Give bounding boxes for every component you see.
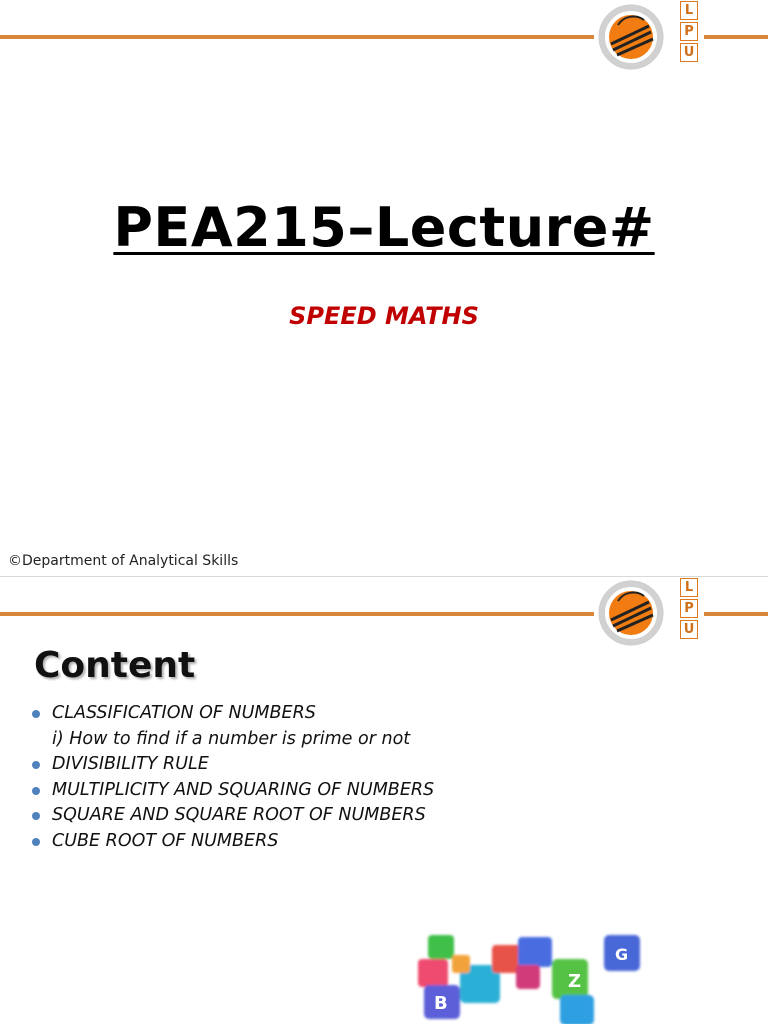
logo-letter-u: U	[680, 43, 698, 62]
logo-letter-p: P	[680, 22, 698, 41]
lpu-logo	[680, 578, 698, 639]
header-rule-right	[704, 35, 768, 39]
header-rule-left	[0, 35, 594, 39]
svg-text:G: G	[615, 945, 629, 964]
svg-text:Z: Z	[568, 971, 582, 992]
university-seal-icon	[598, 580, 664, 646]
list-item	[30, 805, 434, 831]
list-item	[30, 780, 434, 806]
logo-letter-l: L	[680, 578, 698, 597]
list-item	[30, 729, 434, 755]
logo-letter-l: L	[680, 1, 698, 20]
lpu-logo	[680, 1, 698, 62]
list-item-text: DIVISIBILITY RULE	[52, 754, 209, 774]
bullet-icon	[32, 787, 40, 795]
bullet-icon	[32, 710, 40, 718]
slide-title: PEA215–Lecture#	[113, 196, 655, 259]
list-item	[30, 754, 434, 780]
copyright-footer: ©Department of Analytical Skills	[8, 553, 239, 569]
header-rule-right	[704, 612, 768, 616]
svg-text:B: B	[434, 993, 448, 1014]
slide-subtitle: SPEED MATHS	[289, 302, 479, 330]
content-heading: Content	[34, 645, 196, 686]
bullet-icon	[32, 838, 40, 846]
list-item-text: i) How to find if a number is prime or not	[52, 728, 411, 749]
bullet-icon	[32, 761, 40, 769]
content-list	[30, 703, 434, 856]
list-item	[30, 831, 434, 857]
list-item-text: CLASSIFICATION OF NUMBERS	[52, 703, 316, 723]
bullet-icon	[32, 812, 40, 820]
university-seal-icon	[598, 4, 664, 70]
letter-dice-image	[412, 915, 652, 1024]
header-rule-left	[0, 612, 594, 616]
content-slide	[0, 577, 768, 1024]
logo-letter-p: P	[680, 599, 698, 618]
list-item-text: MULTIPLICITY AND SQUARING OF NUMBERS	[52, 779, 435, 800]
list-item-text: CUBE ROOT OF NUMBERS	[52, 830, 279, 851]
list-item	[30, 703, 434, 729]
list-item-text: SQUARE AND SQUARE ROOT OF NUMBERS	[52, 805, 426, 825]
logo-letter-u: U	[680, 620, 698, 639]
